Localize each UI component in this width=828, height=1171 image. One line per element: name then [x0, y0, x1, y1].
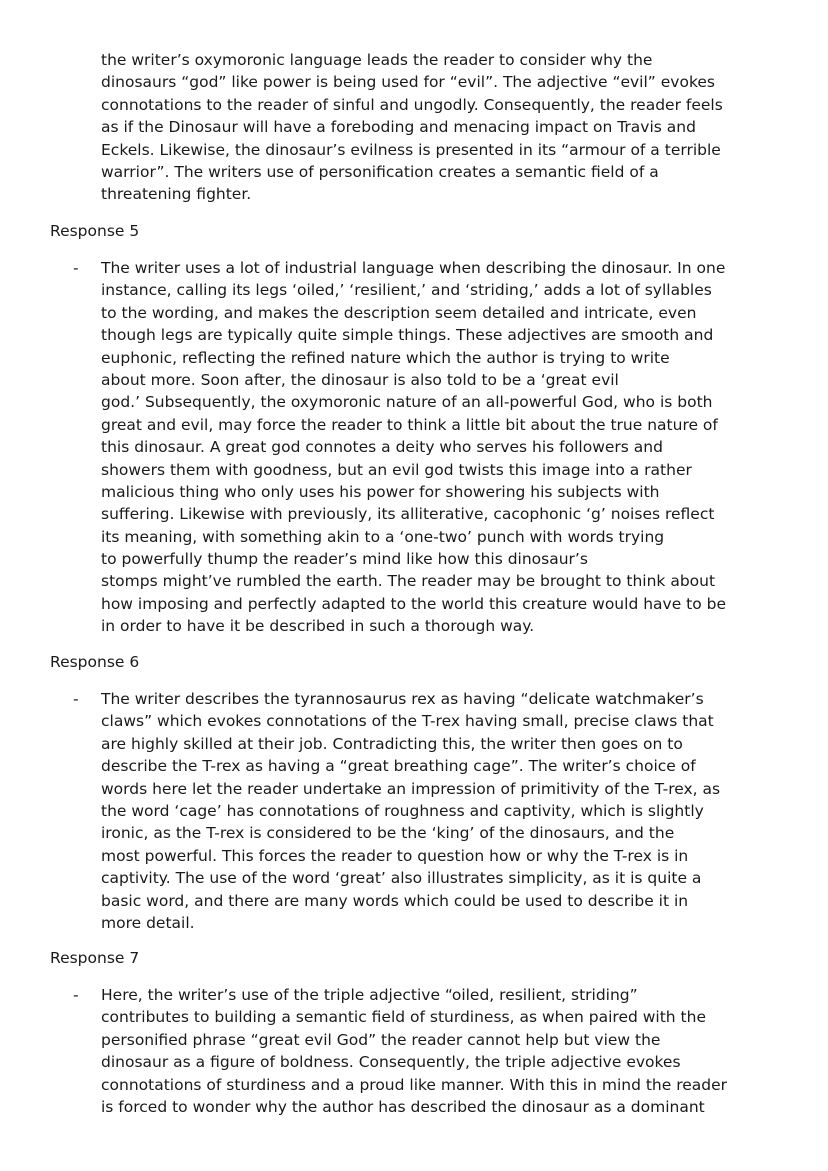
text-line: The writer describes the tyrannosaurus rex as having “delicate watchmaker’s: [101, 690, 704, 708]
text-line: are highly skilled at their job. Contradicting this, the writer then goes on to: [101, 734, 683, 753]
text-line: describe the T-rex as having a “great breathing cage”. The writer’s choice of: [101, 757, 696, 776]
text-line: warrior”. The writers use of personification creates a semantic field of a: [101, 162, 659, 181]
text-line: is forced to wonder why the author has described the dinosaur as a dominant: [101, 1097, 705, 1116]
continuation-paragraph: [101, 49, 801, 206]
response-paragraph: [101, 257, 801, 638]
bullet-dash: -: [73, 259, 79, 277]
text-line: claws” which evokes connotations of the T-rex having small, precise claws that: [101, 712, 714, 731]
text-line: in order to have it be described in such a thorough way.: [101, 617, 535, 636]
text-line: god.’ Subsequently, the oxymoronic nature of an all-powerful God, who is both: [101, 393, 713, 412]
bullet-dash: -: [73, 690, 79, 708]
text-line: about more. Soon after, the dinosaur is also told to be a ‘great evil: [101, 370, 619, 389]
text-line: dinosaurs “god” like power is being used for “evil”. The adjective “evil” evokes: [101, 73, 715, 92]
text-line: more detail.: [101, 913, 195, 932]
text-line: instance, calling its legs ‘oiled,’ ‘resilient,’ and ‘striding,’ adds a lot of syllables: [101, 281, 712, 300]
text-line: its meaning, with something akin to a ‘one-two’ punch with words trying: [101, 527, 665, 546]
text-line: dinosaur as a figure of boldness. Consequently, the triple adjective evokes: [101, 1053, 681, 1072]
text-line: the word ‘cage’ has connotations of roughness and captivity, which is slightly: [101, 801, 704, 820]
text-line: The writer uses a lot of industrial language when describing the dinosaur. In one: [101, 259, 726, 277]
text-line: great and evil, may force the reader to think a little bit about the true nature of: [101, 415, 718, 434]
text-line: this dinosaur. A great god connotes a deity who serves his followers and: [101, 438, 663, 457]
response-heading: Response 7: [50, 949, 140, 967]
text-line: how imposing and perfectly adapted to the world this creature would have to be: [101, 594, 727, 613]
text-line: connotations to the reader of sinful and ungodly. Consequently, the reader feels: [101, 95, 723, 114]
text-line: words here let the reader undertake an impression of primitivity of the T-rex, as: [101, 779, 721, 798]
text-line: captivity. The use of the word ‘great’ also illustrates simplicity, as it is quite a: [101, 869, 702, 888]
text-line: contributes to building a semantic field of sturdiness, as when paired with the: [101, 1008, 706, 1027]
text-line: as if the Dinosaur will have a foreboding and menacing impact on Travis and: [101, 118, 696, 137]
response-heading: Response 6: [50, 653, 140, 671]
text-line: basic word, and there are many words which could be used to describe it in: [101, 891, 689, 910]
text-line: malicious thing who only uses his power for showering his subjects with: [101, 482, 660, 501]
text-line: showers them with goodness, but an evil god twists this image into a rather: [101, 460, 692, 479]
text-line: most powerful. This forces the reader to question how or why the T-rex is in: [101, 846, 689, 865]
response-paragraph: [101, 984, 801, 1118]
text-line: suffering. Likewise with previously, its alliterative, cacophonic ‘g’ noises reflect: [101, 505, 715, 524]
text-line: ironic, as the T-rex is considered to be the ‘king’ of the dinosaurs, and the: [101, 824, 675, 843]
text-line: euphonic, reflecting the refined nature which the author is trying to write: [101, 348, 670, 367]
response-heading: Response 5: [50, 222, 140, 240]
text-line: Here, the writer’s use of the triple adjective “oiled, resilient, striding”: [101, 986, 638, 1004]
text-line: personified phrase “great evil God” the reader cannot help but view the: [101, 1030, 661, 1049]
text-line: threatening fighter.: [101, 185, 252, 204]
text-line: stomps might’ve rumbled the earth. The reader may be brought to think about: [101, 572, 716, 591]
text-line: to powerfully thump the reader’s mind like how this dinosaur’s: [101, 550, 588, 569]
text-line: to the wording, and makes the description seem detailed and intricate, even: [101, 303, 697, 322]
text-line: though legs are typically quite simple things. These adjectives are smooth and: [101, 326, 714, 345]
response-paragraph: [101, 688, 801, 934]
text-line: Eckels. Likewise, the dinosaur’s evilness is presented in its “armour of a terrible: [101, 140, 721, 159]
text-line: connotations of sturdiness and a proud like manner. With this in mind the reader: [101, 1075, 728, 1094]
bullet-dash: -: [73, 986, 79, 1004]
text-line: the writer’s oxymoronic language leads the reader to consider why the: [101, 51, 653, 69]
